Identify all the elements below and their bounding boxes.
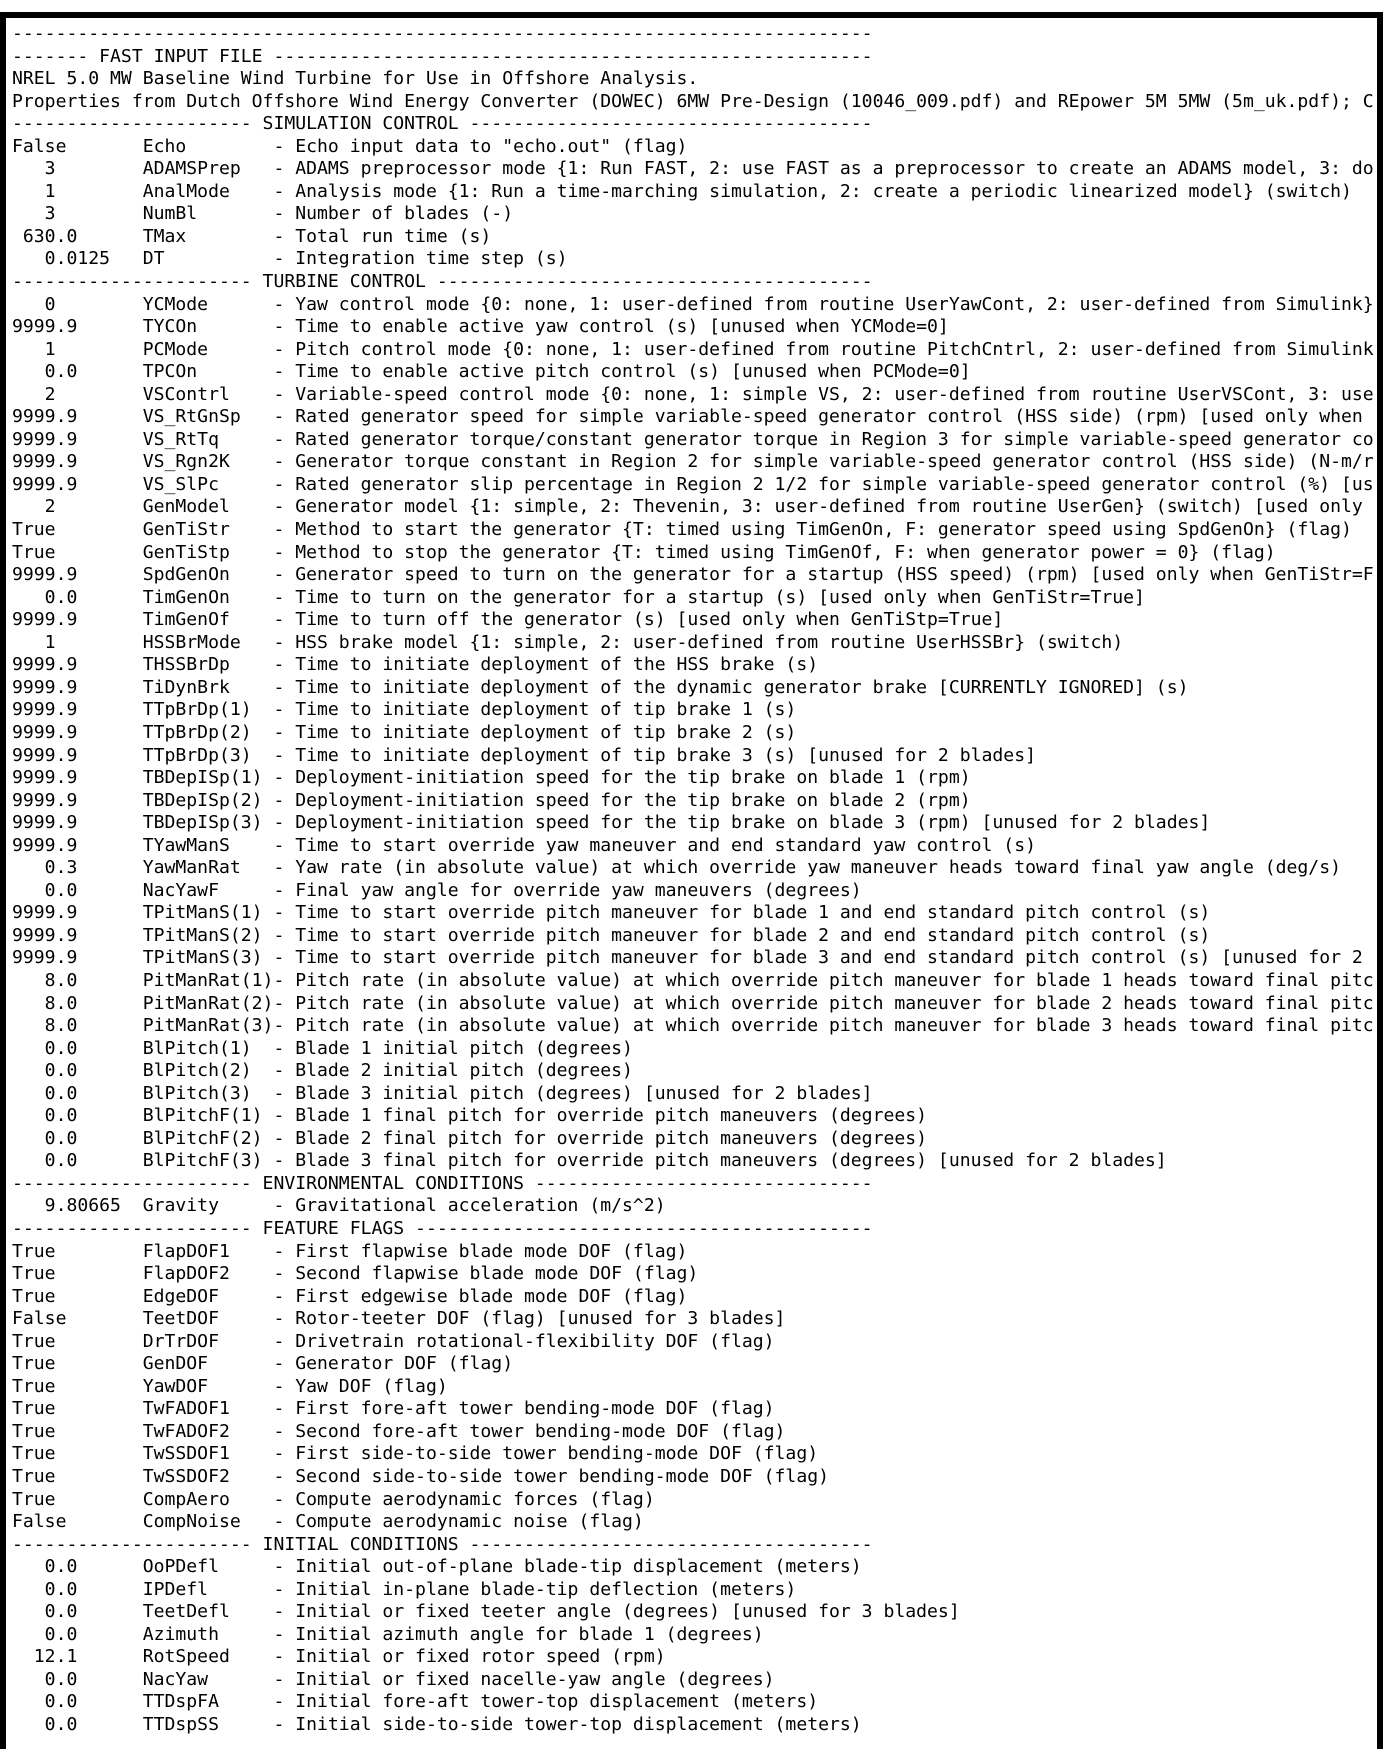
param-line-tycon: 9999.9 TYCOn - Time to enable active yaw control (s) [unused when YCMode=0] (12, 316, 949, 338)
param-line-ipdefl: 0.0 IPDefl - Initial in-plane blade-tip deflection (meters) (12, 1578, 797, 1600)
param-line-gentistp: True GenTiStp - Method to stop the generator {T: timed using TimGenOf, F: when generator power = 0} (flag) (12, 541, 1276, 563)
param-line-blpitchf-3: 0.0 BlPitchF(3) - Blade 3 final pitch for override pitch maneuvers (degrees) [unused for 2 blades] (12, 1150, 1167, 1172)
comment-line: Properties from Dutch Offshore Wind Energy Converter (DOWEC) 6MW Pre-Design (10046_009.pdf) and REpower 5M 5MW (5m_uk.pdf); C (12, 90, 1374, 112)
param-line-tidynbrk: 9999.9 TiDynBrk - Time to initiate deployment of the dynamic generator brake [CURRENTLY IGNORED] (s) (12, 676, 1189, 698)
param-line-analmode: 1 AnalMode - Analysis mode {1: Run a time-marching simulation, 2: create a periodic linearized model} (switch) (12, 180, 1352, 202)
param-line-vs-slpc: 9999.9 VS_SlPc - Rated generator slip percentage in Region 2 1/2 for simple variable-speed generator control (%) [us (12, 473, 1374, 495)
param-line-spdgenon: 9999.9 SpdGenOn - Generator speed to turn on the generator for a startup (HSS speed) (rpm) [used only when GenTiStr=F (12, 564, 1374, 586)
param-line-hssbrmode: 1 HSSBrMode - HSS brake model {1: simple, 2: user-defined from routine UserHSSBr} (switch) (12, 631, 1124, 653)
param-line-timgenon: 0.0 TimGenOn - Time to turn on the generator for a startup (s) [used only when GenTiStr=True] (12, 586, 1145, 608)
param-line-tbdepisp-3: 9999.9 TBDepISp(3) - Deployment-initiation speed for the tip brake on blade 3 (rpm) [unused for 2 blades] (12, 812, 1211, 834)
param-line-twssdof1: True TwSSDOF1 - First side-to-side tower bending-mode DOF (flag) (12, 1443, 819, 1465)
section-header-feature-flags: ---------------------- FEATURE FLAGS ------------------------------------------ (12, 1217, 873, 1239)
param-line-thssbrdp: 9999.9 THSSBrDp - Time to initiate deployment of the HSS brake (s) (12, 654, 819, 676)
param-line-pitmanrat-1: 8.0 PitManRat(1)- Pitch rate (in absolute value) at which override pitch maneuver for blade 1 heads toward final pitc (12, 969, 1374, 991)
param-line-ttpbrdp-1: 9999.9 TTpBrDp(1) - Time to initiate deployment of tip brake 1 (s) (12, 699, 797, 721)
param-line-vs-rgn2k: 9999.9 VS_Rgn2K - Generator torque constant in Region 2 for simple variable-speed generator control (HSS side) (N-m/r (12, 451, 1374, 473)
param-line-pitmanrat-3: 8.0 PitManRat(3)- Pitch rate (in absolute value) at which override pitch maneuver for blade 3 heads toward final pitc (12, 1015, 1374, 1037)
param-line-azimuth: 0.0 Azimuth - Initial azimuth angle for blade 1 (degrees) (12, 1623, 764, 1645)
fast-input-file-text (12, 23, 1374, 1749)
section-header-fast-input-file: ------- FAST INPUT FILE ------------------------------------------------------- (12, 45, 873, 67)
param-line-twfadof1: True TwFADOF1 - First fore-aft tower bending-mode DOF (flag) (12, 1398, 775, 1420)
param-line-yawmanrat: 0.3 YawManRat - Yaw rate (in absolute value) at which override yaw maneuver heads toward final yaw angle (deg/s) (12, 857, 1341, 879)
comment-line: NREL 5.0 MW Baseline Wind Turbine for Use in Offshore Analysis. (12, 68, 699, 90)
param-line-vs-rttq: 9999.9 VS_RtTq - Rated generator torque/constant generator torque in Region 3 for simple variable-speed generator co (12, 428, 1374, 450)
section-header-simulation-control: ---------------------- SIMULATION CONTROL ------------------------------------- (12, 113, 873, 135)
page-border-frame (0, 12, 1383, 1749)
param-line-flapdof2: True FlapDOF2 - Second flapwise blade mode DOF (flag) (12, 1263, 699, 1285)
param-line-yawdof: True YawDOF - Yaw DOF (flag) (12, 1375, 448, 1397)
param-line-dt: 0.0125 DT - Integration time step (s) (12, 248, 568, 270)
param-line-nacyaw: 0.0 NacYaw - Initial or fixed nacelle-yaw angle (degrees) (12, 1668, 775, 1690)
param-line-edgedof: True EdgeDOF - First edgewise blade mode DOF (flag) (12, 1285, 688, 1307)
param-line-teetdof: False TeetDOF - Rotor-teeter DOF (flag) [unused for 3 blades] (12, 1308, 786, 1330)
param-line-pitmanrat-2: 8.0 PitManRat(2)- Pitch rate (in absolute value) at which override pitch maneuver for blade 2 heads toward final pitc (12, 992, 1374, 1014)
section-header-turbine-control: ---------------------- TURBINE CONTROL ---------------------------------------- (12, 271, 873, 293)
param-line-gendof: True GenDOF - Generator DOF (flag) (12, 1353, 514, 1375)
param-line-tpitmans-1: 9999.9 TPitManS(1) - Time to start override pitch maneuver for blade 1 and end standard pitch control (s) (12, 902, 1211, 924)
param-line-ttpbrdp-2: 9999.9 TTpBrDp(2) - Time to initiate deployment of tip brake 2 (s) (12, 721, 797, 743)
param-line-genmodel: 2 GenModel - Generator model {1: simple, 2: Thevenin, 3: user-defined from routine UserGen} (switch) [used only (12, 496, 1363, 518)
param-line-tyawmans: 9999.9 TYawManS - Time to start override yaw maneuver and end standard yaw control (s) (12, 834, 1036, 856)
param-line-tpitmans-3: 9999.9 TPitManS(3) - Time to start override pitch maneuver for blade 3 and end standard pitch control (s) [unused for 2 (12, 947, 1363, 969)
param-line-blpitchf-1: 0.0 BlPitchF(1) - Blade 1 final pitch for override pitch maneuvers (degrees) (12, 1105, 928, 1127)
param-line-vs-rtgnsp: 9999.9 VS_RtGnSp - Rated generator speed for simple variable-speed generator control (HSS side) (rpm) [used only when (12, 406, 1363, 428)
param-line-ycmode: 0 YCMode - Yaw control mode {0: none, 1: user-defined from routine UserYawCont, 2: user-defined from Simulink} (12, 293, 1374, 315)
param-line-compnoise: False CompNoise - Compute aerodynamic noise (flag) (12, 1511, 644, 1533)
param-line-tmax: 630.0 TMax - Total run time (s) (12, 225, 492, 247)
param-line-ttpbrdp-3: 9999.9 TTpBrDp(3) - Time to initiate deployment of tip brake 3 (s) [unused for 2 blades] (12, 744, 1036, 766)
param-line-gentistr: True GenTiStr - Method to start the generator {T: timed using TimGenOn, F: generator speed using SpdGenOn} (flag) (12, 519, 1352, 541)
param-line-blpitch-2: 0.0 BlPitch(2) - Blade 2 initial pitch (degrees) (12, 1060, 633, 1082)
horizontal-rule-line: ------------------------------------------------------------------------------- (12, 23, 873, 44)
param-line-gravity: 9.80665 Gravity - Gravitational acceleration (m/s^2) (12, 1195, 666, 1217)
param-line-timgenof: 9999.9 TimGenOf - Time to turn off the generator (s) [used only when GenTiStp=True] (12, 609, 1004, 631)
param-line-oopdefl: 0.0 OoPDefl - Initial out-of-plane blade-tip displacement (meters) (12, 1556, 862, 1578)
section-header-initial-conditions: ---------------------- INITIAL CONDITIONS ------------------------------------- (12, 1533, 873, 1555)
param-line-nacyawf: 0.0 NacYawF - Final yaw angle for override yaw maneuvers (degrees) (12, 879, 862, 901)
param-line-teetdefl: 0.0 TeetDefl - Initial or fixed teeter angle (degrees) [unused for 3 blades] (12, 1601, 960, 1623)
param-line-ttdspfa: 0.0 TTDspFA - Initial fore-aft tower-top displacement (meters) (12, 1691, 819, 1713)
param-line-twfadof2: True TwFADOF2 - Second fore-aft tower bending-mode DOF (flag) (12, 1420, 786, 1442)
param-line-blpitchf-2: 0.0 BlPitchF(2) - Blade 2 final pitch for override pitch maneuvers (degrees) (12, 1127, 928, 1149)
param-line-echo: False Echo - Echo input data to "echo.out" (flag) (12, 135, 688, 157)
param-line-drtrdof: True DrTrDOF - Drivetrain rotational-flexibility DOF (flag) (12, 1330, 775, 1352)
param-line-twssdof2: True TwSSDOF2 - Second side-to-side tower bending-mode DOF (flag) (12, 1466, 830, 1487)
param-line-blpitch-1: 0.0 BlPitch(1) - Blade 1 initial pitch (degrees) (12, 1037, 633, 1059)
param-line-tpitmans-2: 9999.9 TPitManS(2) - Time to start override pitch maneuver for blade 2 and end standard pitch control (s) (12, 924, 1211, 946)
param-line-ttdspss: 0.0 TTDspSS - Initial side-to-side tower-top displacement (meters) (12, 1714, 862, 1736)
param-line-adamsprep: 3 ADAMSPrep - ADAMS preprocessor mode {1: Run FAST, 2: use FAST as a preprocessor to create an ADAMS model, 3: do (12, 158, 1374, 180)
param-line-tbdepisp-2: 9999.9 TBDepISp(2) - Deployment-initiation speed for the tip brake on blade 2 (rpm) (12, 789, 971, 811)
param-line-tpcon: 0.0 TPCOn - Time to enable active pitch control (s) [unused when PCMode=0] (12, 361, 971, 383)
param-line-flapdof1: True FlapDOF1 - First flapwise blade mode DOF (flag) (12, 1240, 688, 1262)
param-line-blpitch-3: 0.0 BlPitch(3) - Blade 3 initial pitch (degrees) [unused for 2 blades] (12, 1082, 873, 1104)
param-line-vscontrl: 2 VSContrl - Variable-speed control mode {0: none, 1: simple VS, 2: user-defined from routine UserVSCont, 3: use (12, 383, 1374, 405)
param-line-pcmode: 1 PCMode - Pitch control mode {0: none, 1: user-defined from routine PitchCntrl, 2: user-defined from Simulink (12, 338, 1374, 360)
param-line-numbl: 3 NumBl - Number of blades (-) (12, 203, 514, 225)
section-header-environmental-conditions: ---------------------- ENVIRONMENTAL CONDITIONS ------------------------------- (12, 1172, 873, 1194)
param-line-rotspeed: 12.1 RotSpeed - Initial or fixed rotor speed (rpm) (12, 1646, 666, 1668)
param-line-tbdepisp-1: 9999.9 TBDepISp(1) - Deployment-initiation speed for the tip brake on blade 1 (rpm) (12, 767, 971, 789)
param-line-compaero: True CompAero - Compute aerodynamic forces (flag) (12, 1488, 655, 1510)
